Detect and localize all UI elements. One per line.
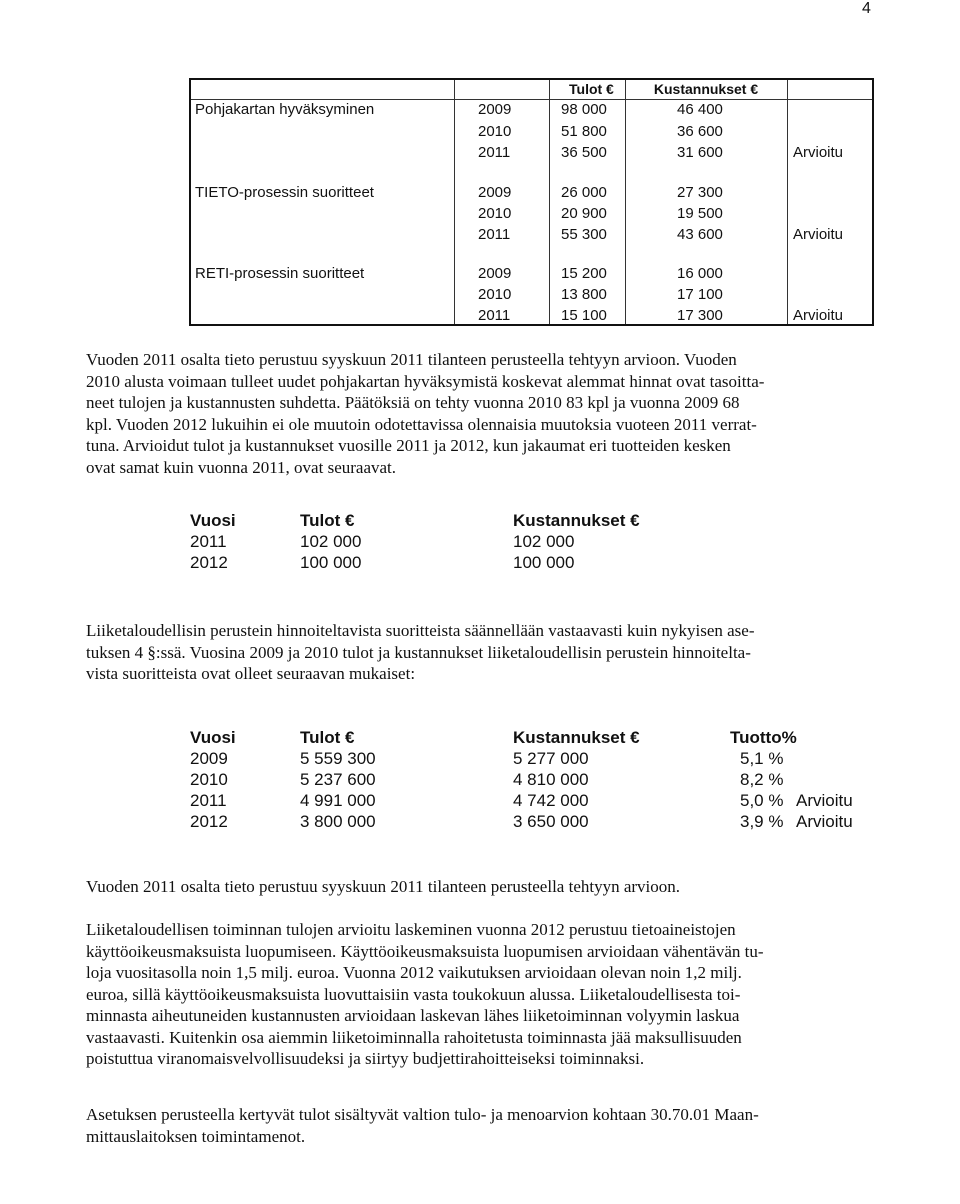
- estimate-note: Arvioitu: [793, 307, 844, 324]
- table-row-income: 15 100: [561, 307, 607, 324]
- table-row-income: 51 800: [561, 123, 607, 140]
- paragraph-estimate-note: [86, 876, 876, 898]
- table-column-divider: [549, 80, 550, 324]
- paragraph-budget-item: [86, 1104, 876, 1147]
- table-row-year: 2009: [478, 101, 512, 118]
- table-row-income: 102 000: [300, 532, 362, 551]
- table-row-year: 2012: [190, 812, 228, 831]
- text-line: euroa, sillä käyttöoikeusmaksuista luovuttaisiin vasta toukokuun alussa. Liiketaloudellisesta toi-: [86, 984, 741, 1004]
- year-header: Vuosi: [190, 728, 236, 747]
- income-header: Tulot €: [300, 728, 355, 747]
- paragraph-revenue-decline: [86, 919, 876, 1070]
- table-row-income: 100 000: [300, 553, 362, 572]
- text-line: vastaavasti. Kuitenkin osa aiemmin liiketoiminnalla rahoitetusta toiminnasta jää maksullisuuden: [86, 1027, 742, 1047]
- table-row-profit: 3,9 %: [740, 812, 784, 831]
- estimate-note: Arvioitu: [793, 144, 844, 161]
- estimate-table-2011-2012: [190, 510, 670, 580]
- text-line: tuksen 4 §:ssä. Vuosina 2009 ja 2010 tulot ja kustannukset liiketaloudellisin perustein hinnoitelta-: [86, 642, 751, 662]
- text-line: neet tulojen ja kustannusten suhdetta. Päätöksiä on tehty vuonna 2010 83 kpl ja vuonna 2009 68: [86, 393, 740, 412]
- table-row-income: 36 500: [561, 144, 607, 161]
- text-line: Vuoden 2011 osalta tieto perustuu syyskuun 2011 tilanteen perusteella tehtyyn arvioon.: [86, 877, 681, 896]
- table-row-year: 2009: [478, 265, 512, 282]
- table-row-profit: 5,1 %: [740, 749, 784, 768]
- top-income-cost-table: [189, 78, 874, 326]
- table-row-year: 2010: [478, 123, 512, 140]
- paragraph-estimate-basis: [86, 349, 876, 478]
- estimate-note: Arvioitu: [796, 791, 853, 810]
- text-line: Liiketaloudellisin perustein hinnoiteltavista suoritteista säännellään vastaavasti kuin nykyisen ase-: [86, 621, 755, 640]
- table-row-costs: 31 600: [677, 144, 723, 161]
- table-row-income: 5 237 600: [300, 770, 376, 789]
- income-header: Tulot €: [300, 511, 355, 530]
- paragraph-business-pricing: [86, 620, 876, 685]
- table-row-year: 2012: [190, 553, 228, 572]
- text-line: vista suoritteista ovat olleet seuraavan mukaiset:: [86, 664, 416, 683]
- table-row-income: 5 559 300: [300, 749, 376, 768]
- text-line: mittauslaitoksen toimintamenot.: [86, 1126, 306, 1146]
- table-column-divider: [625, 80, 626, 324]
- table-row-income: 4 991 000: [300, 791, 376, 810]
- table-row-income: 55 300: [561, 226, 607, 243]
- text-line: loja vuositasolla noin 1,5 milj. euroa. Vuonna 2012 vaikutuksen arvioidaan olevan noin 1,2 milj.: [86, 963, 742, 982]
- table-row-year: 2011: [190, 532, 227, 551]
- table-row-profit: 8,2 %: [740, 770, 784, 789]
- table-row-year: 2011: [190, 791, 227, 810]
- estimate-note: Arvioitu: [793, 226, 844, 243]
- table-row-costs: 102 000: [513, 532, 575, 551]
- table-row-costs: 4 742 000: [513, 791, 589, 810]
- table-row-year: 2009: [190, 749, 228, 768]
- table-row-costs: 3 650 000: [513, 812, 589, 831]
- table-row-income: 26 000: [561, 184, 607, 201]
- text-line: Asetuksen perusteella kertyvät tulot sisältyvät valtion tulo- ja menoarvion kohtaan 30.70.01 Maan-: [86, 1105, 759, 1124]
- table-row-income: 98 000: [561, 101, 607, 118]
- costs-header: Kustannukset €: [513, 728, 640, 747]
- text-line: kpl. Vuoden 2012 lukuihin ei ole muutoin odotettavissa olennaisia muutoksia vuoteen 2011 verrat-: [86, 414, 757, 434]
- table-row-costs: 16 000: [677, 265, 723, 282]
- table-row-costs: 46 400: [677, 101, 723, 118]
- profit-header: Tuotto%: [730, 728, 797, 747]
- income-header: Tulot €: [569, 81, 614, 97]
- table-row-year: 2010: [478, 205, 512, 222]
- table-row-year: 2011: [478, 144, 511, 161]
- text-line: käyttöoikeusmaksuista luopumiseen. Käyttöoikeusmaksuista luopumisen arvioidaan vähentävän tu-: [86, 941, 764, 961]
- table-row-year: 2010: [478, 286, 512, 303]
- year-header: Vuosi: [190, 511, 236, 530]
- table-row-profit: 5,0 %: [740, 791, 784, 810]
- text-line: poistuttua viranomaisvelvollisuudeksi ja siirtyy budjettirahoitteiseksi toiminnaksi.: [86, 1049, 645, 1068]
- table-row-costs: 100 000: [513, 553, 575, 572]
- table-row-costs: 17 100: [677, 286, 723, 303]
- table-row-costs: 19 500: [677, 205, 723, 222]
- table-row-costs: 4 810 000: [513, 770, 589, 789]
- table-row-income: 13 800: [561, 286, 607, 303]
- table-row-costs: 27 300: [677, 184, 723, 201]
- costs-header: Kustannukset €: [653, 81, 759, 97]
- table-row-costs: 36 600: [677, 123, 723, 140]
- table-row-year: 2010: [190, 770, 228, 789]
- text-line: Liiketaloudellisen toiminnan tulojen arvioitu laskeminen vuonna 2012 perustuu tietoaineistojen: [86, 920, 736, 939]
- text-line: Vuoden 2011 osalta tieto perustuu syyskuun 2011 tilanteen perusteella tehtyyn arvioon. Vuoden: [86, 350, 737, 369]
- table-row-costs: 17 300: [677, 307, 723, 324]
- table-row-costs: 43 600: [677, 226, 723, 243]
- group-label: RETI-prosessin suoritteet: [195, 265, 365, 282]
- costs-header: Kustannukset €: [513, 511, 640, 530]
- text-line: ovat samat kuin vuonna 2011, ovat seuraavat.: [86, 457, 397, 477]
- text-line: 2010 alusta voimaan tulleet uudet pohjakartan hyväksymistä koskevat alemmat hinnat ovat tasoitta-: [86, 371, 765, 391]
- table-row-income: 3 800 000: [300, 812, 376, 831]
- table-column-divider: [454, 80, 455, 324]
- table-row-income: 15 200: [561, 265, 607, 282]
- text-line: minnasta aiheutuneiden kustannusten arvioidaan laskevan lähes liiketoiminnan volyymin laskua: [86, 1006, 740, 1025]
- table-row-year: 2011: [478, 307, 511, 324]
- table-column-divider: [787, 80, 788, 324]
- table-row-income: 20 900: [561, 205, 607, 222]
- group-label: TIETO-prosessin suoritteet: [195, 184, 374, 201]
- table-row-year: 2009: [478, 184, 512, 201]
- estimate-note: Arvioitu: [796, 812, 853, 831]
- table-row-costs: 5 277 000: [513, 749, 589, 768]
- text-line: tuna. Arvioidut tulot ja kustannukset vuosille 2011 ja 2012, kun jakaumat eri tuotteiden kesken: [86, 436, 731, 455]
- table-row-year: 2011: [478, 226, 511, 243]
- page-number: 4: [862, 0, 871, 17]
- group-label: Pohjakartan hyväksyminen: [195, 101, 375, 118]
- business-results-table: [190, 727, 870, 837]
